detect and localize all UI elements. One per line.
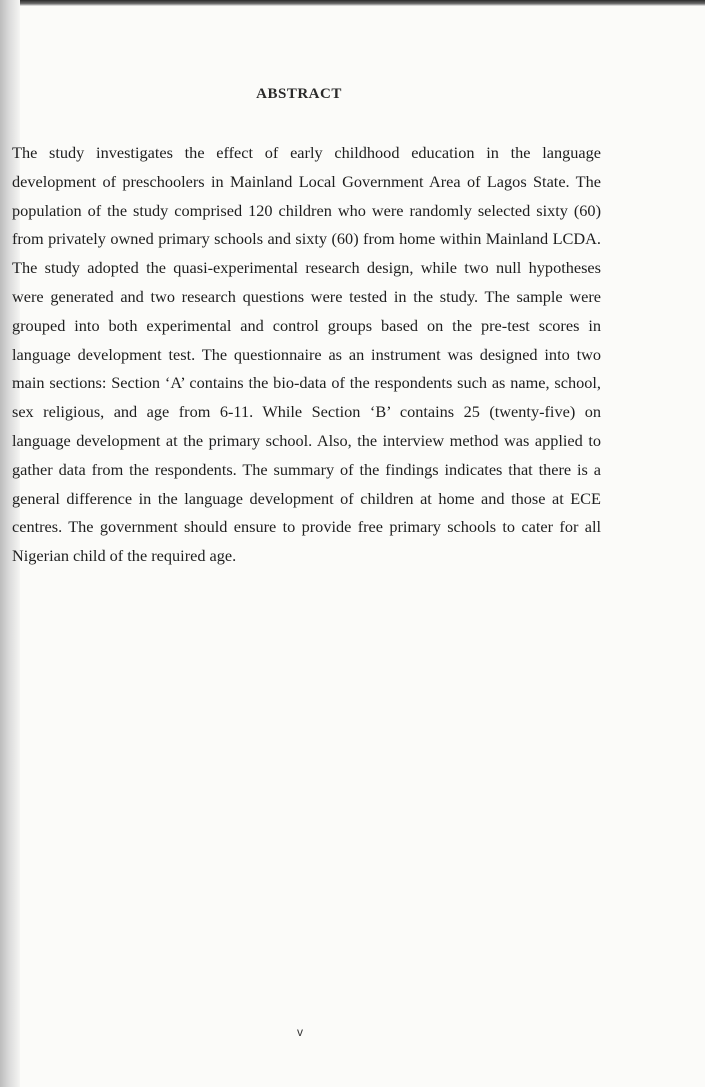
abstract-line: gather data from the respondents. The summary of the findings indicates that there is a: [12, 459, 601, 479]
abstract-line: from privately owned primary schools and sixty (60) from home within Mainland LCDA.: [12, 229, 601, 249]
abstract-line: The study investigates the effect of early childhood education in the language: [12, 143, 601, 162]
abstract-line: Nigerian child of the required age.: [12, 546, 237, 566]
page-number: v: [297, 1025, 303, 1039]
abstract-line: language development at the primary school. Also, the interview method was applied to: [12, 430, 601, 450]
abstract-line: development of preschoolers in Mainland Local Government Area of Lagos State. The: [12, 171, 601, 191]
abstract-line: population of the study comprised 120 children who were randomly selected sixty (60): [12, 200, 601, 220]
abstract-line: grouped into both experimental and control groups based on the pre-test scores in: [12, 315, 601, 335]
abstract-line: general difference in the language development of children at home and those at ECE: [12, 488, 601, 508]
abstract-line: centres. The government should ensure to provide free primary schools to cater for all: [12, 517, 601, 537]
abstract-line: language development test. The questionnaire as an instrument was designed into two: [12, 344, 601, 364]
abstract-line: main sections: Section ‘A’ contains the bio-data of the respondents such as name, school,: [12, 373, 601, 393]
abstract-paragraph: [12, 139, 601, 571]
abstract-line: The study adopted the quasi-experimental research design, while two null hypotheses: [12, 258, 601, 278]
page-title: ABSTRACT: [256, 86, 342, 102]
abstract-line: were generated and two research questions were tested in the study. The sample were: [12, 286, 601, 306]
abstract-line: sex religious, and age from 6-11. While Section ‘B’ contains 25 (twenty-five) on: [12, 402, 601, 422]
